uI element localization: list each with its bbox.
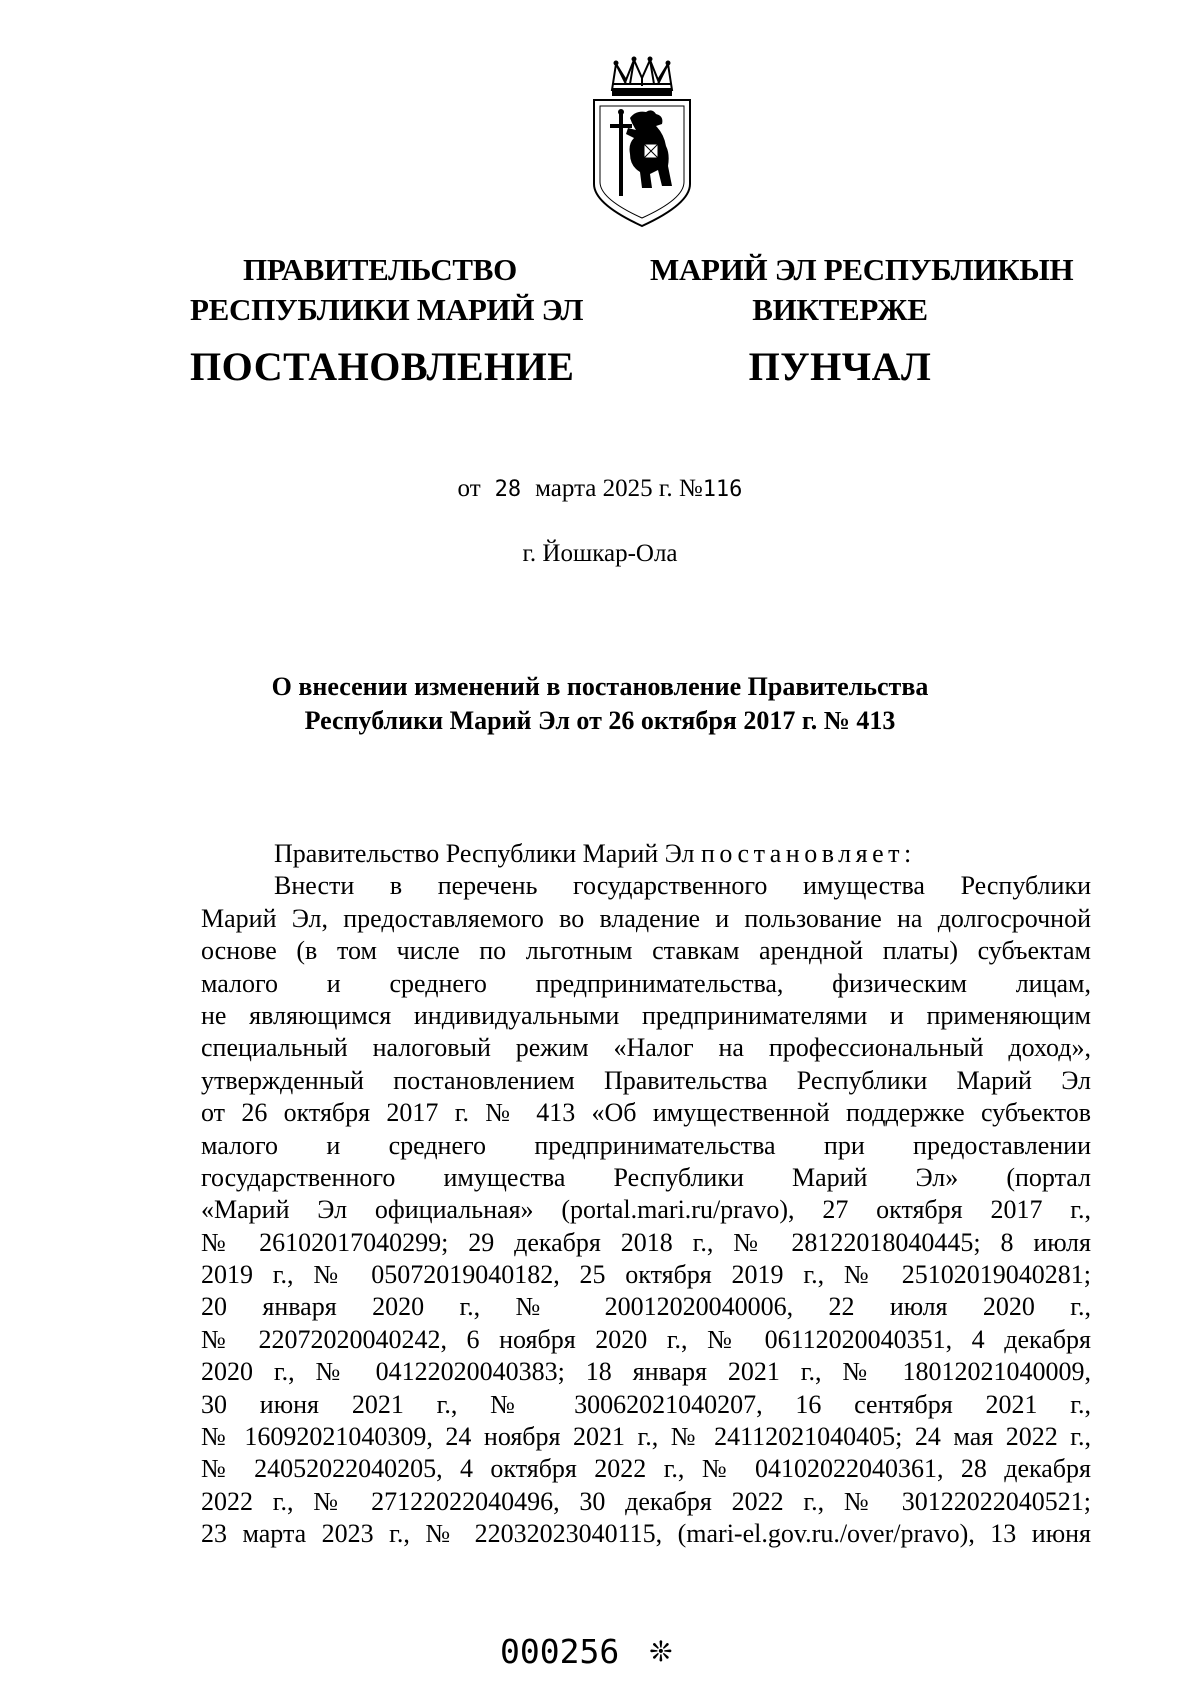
body-line: малого и среднего предпринимательства при предоставлении [201,1130,1091,1160]
body-line: 23 марта 2023 г., № 22032023040115, (mari-el.gov.ru./over/pravo), 13 июня [201,1519,1091,1549]
body-line: 2019 г., № 05072019040182, 25 октября 2019 г., № 25102019040281; [201,1260,1091,1290]
body-line: Внести в перечень государственного имущества Республики [274,871,1091,901]
header-left [190,250,584,392]
document-dateline [0,475,1200,503]
header-right-line1: МАРИЙ ЭЛ РЕСПУБЛИКЫН [650,252,1074,287]
body-line: от 26 октября 2017 г. № 413 «Об имущественной поддержке субъектов [201,1098,1091,1128]
dateline-month-year: марта 2025 г. № [535,475,703,502]
header-left-line1: ПРАВИТЕЛЬСТВО [243,252,517,287]
serial-number: 000256 [500,1632,620,1671]
dateline-day: 28 [494,477,522,502]
body-intro-verb: постановляет: [700,839,916,868]
document-city: г. Йошкар-Ола [522,540,678,567]
body-line: 20 января 2020 г., № 20012020040006, 22 июля 2020 г., [201,1292,1091,1322]
body-intro-subject: Правительство Республики Марий Эл [274,839,695,868]
title-line: О внесении изменений в постановление Правительства [271,672,929,701]
dateline-number: 116 [702,477,743,502]
body-line: 30 июня 2021 г., № 30062021040207, 16 сентября 2021 г., [201,1389,1091,1419]
body-line: не являющимся индивидуальными предпринимателями и применяющим [201,1000,1091,1030]
body-line: № 24052022040205, 4 октября 2022 г., № 04102022040361, 28 декабря [201,1454,1091,1484]
body-line: 2022 г., № 27122022040496, 30 декабря 2022 г., № 30122022040521; [201,1486,1091,1516]
title-line: Республики Марий Эл от 26 октября 2017 г. № 413 [304,706,896,735]
body-line: утвержденный постановлением Правительства Республики Марий Эл [201,1065,1091,1095]
page-footer [500,1632,673,1671]
dateline-prefix: от [457,475,481,502]
document-title [0,670,1200,738]
header-left-line2: РЕСПУБЛИКИ МАРИЙ ЭЛ [190,292,584,327]
body-line: № 22072020040242, 6 ноября 2020 г., № 06112020040351, 4 декабря [201,1324,1091,1354]
body-line: «Марий Эл официальная» (portal.mari.ru/pravo), 27 октября 2017 г., [201,1195,1091,1225]
body-line: № 16092021040309, 24 ноября 2021 г., № 24112021040405; 24 мая 2022 г., [201,1422,1091,1452]
header-right-act-type: ПУНЧАЛ [748,344,932,389]
document-body [201,838,1091,1551]
body-line: Марий Эл, предоставляемого во владение и пользование на долгосрочной [201,903,1091,933]
body-line: № 26102017040299; 29 декабря 2018 г., № 28122018040445; 8 июля [201,1227,1091,1257]
body-line: малого и среднего предпринимательства, физическим лицам, [201,968,1091,998]
mari-el-coat-of-arms-icon [586,54,698,228]
header-right-line2: ВИКТЕРЖЕ [752,292,928,327]
header-left-act-type: ПОСТАНОВЛЕНИЕ [190,344,575,389]
body-line: государственного имущества Республики Марий Эл» (портал [201,1162,1091,1192]
body-intro [201,838,1091,870]
body-line: 2020 г., № 04122020040383; 18 января 2021 г., № 18012021040009, [201,1357,1091,1387]
body-line: специальный налоговый режим «Налог на профессиональный доход», [201,1033,1091,1063]
header-right [650,250,1074,392]
asterisk-mark-icon: ❊ [649,1635,673,1668]
body-line: основе (в том числе по льготным ставкам арендной платы) субъектам [201,936,1091,966]
